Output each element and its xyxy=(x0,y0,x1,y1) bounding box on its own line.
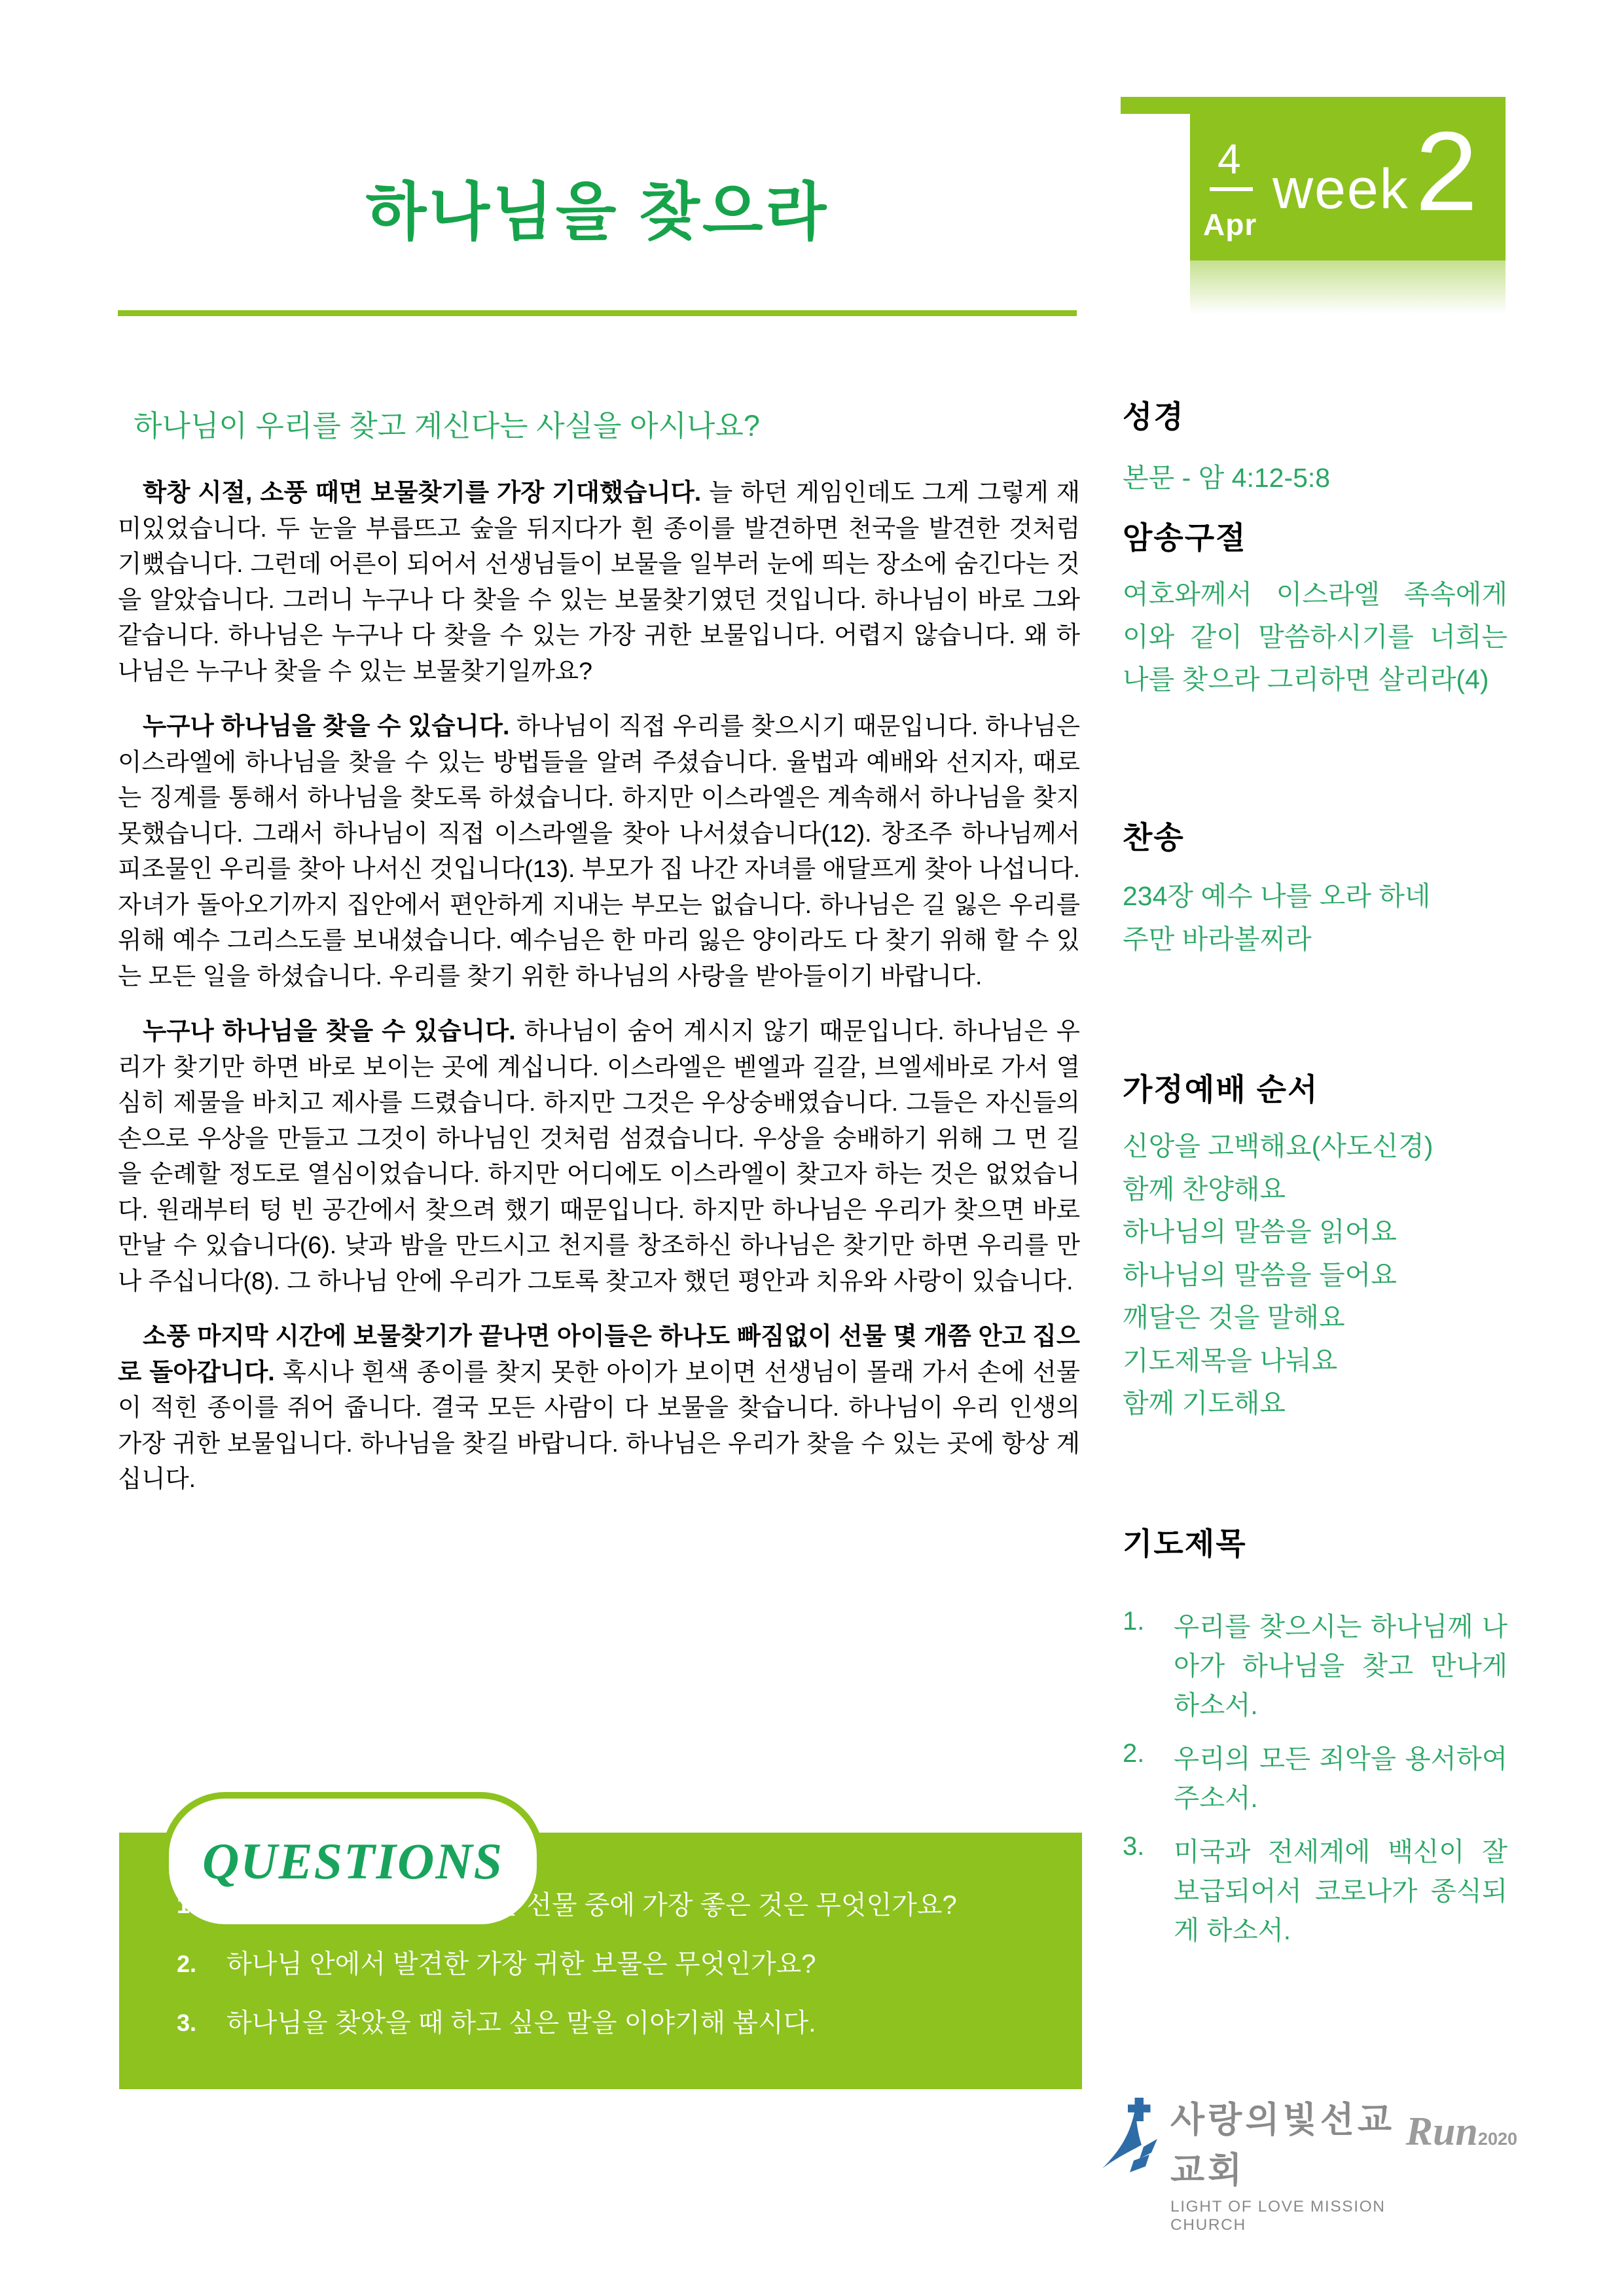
title-divider xyxy=(118,310,1077,316)
church-name-korean: 사랑의빛선교교회 xyxy=(1170,2100,1395,2190)
questions-list xyxy=(177,1889,1047,2066)
prayer-topic-item xyxy=(1123,1607,1507,1725)
sidebar-section-hymn xyxy=(1123,814,1507,961)
church-name-english: LIGHT OF LOVE MISSION CHURCH xyxy=(1170,2198,1386,2234)
worship-order-item: 하나님의 말씀을 들어요 xyxy=(1123,1259,1397,1290)
memory-verse-heading: 암송구절 xyxy=(1123,520,1247,555)
memory-verse-line: 여호와께서 이스라엘 족속에게 xyxy=(1123,579,1507,609)
article-paragraph xyxy=(118,1318,1080,1497)
article-body xyxy=(118,402,1080,1516)
sidebar-section-memory-verse xyxy=(1123,514,1507,701)
badge-week-label: week xyxy=(1272,158,1409,221)
memory-verse-line: 나를 찾으라 그리하면 살리라(4) xyxy=(1123,664,1489,694)
worship-order-heading: 가정예배 순서 xyxy=(1123,1072,1319,1107)
week-badge-reflection xyxy=(1190,260,1506,314)
prayer-topic-text: 우리를 찾으시는 하나님께 나아가 하나님을 찾고 만나게 하소서. xyxy=(1174,1611,1507,1720)
question-number: 2. xyxy=(177,1950,197,1977)
prayer-topic-item xyxy=(1123,1832,1507,1950)
hymn-heading: 찬송 xyxy=(1123,820,1185,855)
question-item xyxy=(177,1948,1047,1981)
worship-order-item: 깨달은 것을 말해요 xyxy=(1123,1302,1345,1333)
campaign-name: Run xyxy=(1405,2109,1478,2154)
prayer-topic-number: 1. xyxy=(1123,1607,1145,1636)
page-title: 하나님을 찾으라 xyxy=(365,177,829,247)
prayer-topic-number: 2. xyxy=(1123,1739,1145,1768)
worship-order-item: 신앙을 고백해요(사도신경) xyxy=(1123,1131,1434,1161)
article-paragraph xyxy=(118,1013,1080,1299)
badge-week-number: 2 xyxy=(1415,109,1478,234)
article-subtitle: 하나님이 우리를 찾고 계신다는 사실을 아시나요? xyxy=(134,409,760,442)
article-paragraph xyxy=(118,475,1080,689)
prayer-topics-heading: 기도제목 xyxy=(1123,1526,1247,1561)
bible-heading: 성경 xyxy=(1123,399,1185,434)
worship-order-item: 함께 기도해요 xyxy=(1123,1388,1286,1418)
paragraph-text: 혹시나 흰색 종이를 찾지 못한 아이가 보이면 선생님이 몰래 가서 손에 선물이 적힌 종이를 쥐어 줍니다. 결국 모든 사람이 다 보물을 찾습니다. 하나님이 우리 인생의 가장 귀한 보물입니다. 하나님을 찾길 바랍니다. 하나님은 우리가 찾을 수 있는 곳에 항상 계십니다. xyxy=(118,1357,1080,1492)
memory-verse-text xyxy=(1123,573,1507,701)
paragraph-text: 하나님이 직접 우리를 찾으시기 때문입니다. 하나님은 이스라엘에 하나님을 찾을 수 있는 방법들을 알려 주셨습니다. 율법과 예배와 선지자, 때로는 징계를 통해서 하나님을 찾도록 하셨습니다. 하지만 이스라엘은 계속해서 하나님을 찾지 못했습니다. 그래서 하나님이 직접 이스라엘을 찾아 나서셨습니다(12). 창조주 하나님께서 피조물인 우리를 찾아 나서신 것입니다(13). 부모가 집 나간 자녀를 애달프게 찾아 나섭니다. 자녀가 돌아오기까지 집안에서 편안하게 지내는 부모는 없습니다. 하나님은 길 잃은 우리를 위해 예수 그리스도를 보내셨습니다. 예수님은 한 마리 잃은 양이라도 다 찾기 위해 할 수 있는 모든 일을 하셨습니다. 우리를 찾기 위한 하나님의 사랑을 받아들이기 바랍니다. xyxy=(118,712,1081,990)
question-number: 3. xyxy=(177,2009,197,2036)
worship-order-item: 하나님의 말씀을 읽어요 xyxy=(1123,1217,1397,1247)
prayer-topic-text: 우리의 모든 죄악을 용서하여 주소서. xyxy=(1174,1744,1507,1813)
sidebar-section-worship-order xyxy=(1123,1066,1507,1426)
question-text: 하나님을 찾았을 때 하고 싶은 말을 이야기해 봅시다. xyxy=(226,2009,816,2037)
paragraph-lead: 소풍 마지막 시간에 보물찾기가 끝나면 아이들은 하나도 빠짐없이 선물 몇 개쯤 안고 집으로 돌아갑니다. xyxy=(118,1322,1080,1386)
prayer-topics-list xyxy=(1123,1607,1507,1950)
church-name-block xyxy=(1170,2092,1396,2234)
paragraph-lead: 누구나 하나님을 찾을 수 있습니다. xyxy=(143,1017,516,1045)
paragraph-text: 늘 하던 게임인데도 그게 그렇게 재미있었습니다. 두 눈을 부릅뜨고 숲을 뒤지다가 흰 종이를 발견하면 천국을 발견한 것처럼 기뻤습니다. 그런데 어른이 되어서 선생님들이 보물을 일부러 눈에 띄는 장소에 숨긴다는 것을 알았습니다. 그러니 누구나 다 찾을 수 있는 보물찾기였던 것입니다. 하나님이 바로 그와 같습니다. 하나님은 누구나 다 찾을 수 있는 가장 귀한 보물입니다. 어렵지 않습니다. 왜 하나님은 누구나 찾을 수 있는 보물찾기일까요? xyxy=(118,478,1080,685)
hymn-text xyxy=(1123,874,1507,961)
article-paragraph xyxy=(118,708,1080,994)
hymn-line: 234장 예수 나를 오라 하네 xyxy=(1123,881,1431,911)
bible-reference: 본문 - 암 4:12-5:8 xyxy=(1123,463,1331,493)
memory-verse-line: 이와 같이 말씀하시기를 너희는 xyxy=(1123,622,1507,652)
badge-day-underline xyxy=(1210,187,1253,191)
question-text: 보물찾기나 지금까지 받은 선물 중에 가장 좋은 것은 무엇인가요? xyxy=(226,1891,957,1920)
sidebar-section-prayer-topics xyxy=(1123,1520,1507,1964)
campaign-logo xyxy=(1406,2109,1517,2155)
worship-order-item: 기도제목을 나눠요 xyxy=(1123,1345,1338,1376)
footer-logo xyxy=(1098,2092,1517,2234)
badge-day: 4 xyxy=(1218,135,1241,183)
paragraph-lead: 학창 시절, 소풍 때면 보물찾기를 가장 기대했습니다. xyxy=(143,478,702,506)
paragraph-text: 하나님이 숨어 계시지 않기 때문입니다. 하나님은 우리가 찾기만 하면 바로 보이는 곳에 계십니다. 이스라엘은 벧엘과 길갈, 브엘세바로 가서 열심히 제물을 바치고 제사를 드렸습니다. 하지만 그것은 우상숭배였습니다. 그들은 자신들의 손으로 우상을 만들고 그것이 하나님인 것처럼 섬겼습니다. 우상을 숭배하기 위해 그 먼 길을 순례할 정도로 열심이었습니다. 하지만 어디에도 이스라엘이 찾고자 하는 것은 없었습니다. 원래부터 텅 빈 공간에서 찾으려 했기 때문입니다. 하지만 하나님은 우리가 찾으면 바로 만날 수 있습니다(6). 낮과 밤을 만드시고 천지를 창조하신 하나님은 찾기만 하면 우리를 만나 주십니다(8). 그 하나님 안에 우리가 그토록 찾고자 했던 평안과 치유와 사랑이 있습니다. xyxy=(118,1017,1080,1295)
question-number: 1. xyxy=(177,1892,197,1918)
worship-order-item: 함께 찬양해요 xyxy=(1123,1174,1286,1204)
question-text: 하나님 안에서 발견한 가장 귀한 보물은 무엇인가요? xyxy=(226,1950,816,1979)
question-item xyxy=(177,1889,1047,1922)
worship-order-list xyxy=(1123,1125,1507,1426)
questions-title: QUESTIONS xyxy=(202,1833,504,1890)
campaign-year: 2020 xyxy=(1477,2129,1517,2149)
badge-month: Apr xyxy=(1203,207,1257,242)
church-logo-icon xyxy=(1098,2096,1161,2181)
week-badge xyxy=(1190,97,1506,260)
prayer-topic-text: 미국과 전세계에 백신이 잘 보급되어서 코로나가 종식되게 하소서. xyxy=(1174,1837,1507,1945)
paragraph-lead: 누구나 하나님을 찾을 수 있습니다. xyxy=(143,712,510,740)
prayer-topic-item xyxy=(1123,1739,1507,1818)
prayer-topic-number: 3. xyxy=(1123,1832,1145,1861)
question-item xyxy=(177,2007,1047,2039)
sidebar-section-bible xyxy=(1123,393,1507,495)
hymn-line: 주만 바라볼찌라 xyxy=(1123,924,1312,954)
